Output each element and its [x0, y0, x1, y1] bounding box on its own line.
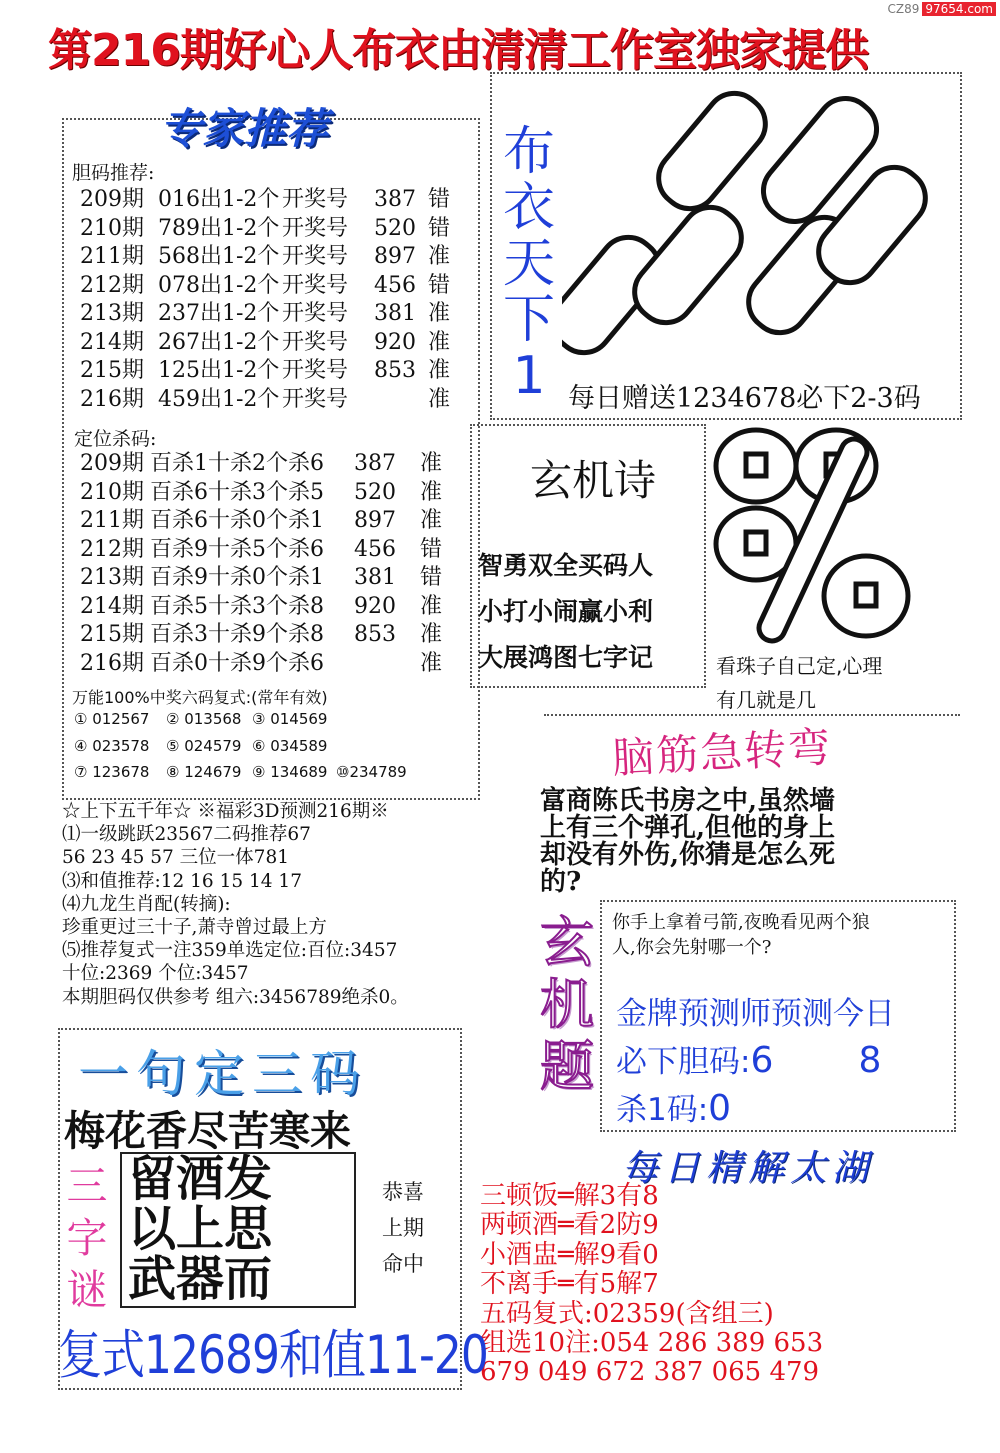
forecast-line: ☆上下五千年☆ ※福彩3D预测216期※: [62, 801, 389, 822]
riddle-row-3: 武器而: [128, 1251, 273, 1307]
dan-label: 开奖号: [282, 244, 349, 269]
gold-dan-1: 6: [750, 1040, 774, 1081]
forecast-line: ⑸推荐复式一注359单选定位:百位:3457: [62, 940, 398, 962]
poem-line-3: 大展鸿图七字记: [478, 643, 654, 672]
kill-number: 456: [354, 536, 396, 562]
taihu-line: 组选10注:054 286 389 653: [480, 1328, 824, 1359]
kill-number: 897: [354, 508, 396, 533]
dan-row: [80, 215, 470, 244]
kill-row: [80, 650, 470, 679]
gold-line-3: [616, 1084, 731, 1129]
kill-number: 853: [354, 622, 396, 647]
kill-label: 定位杀码:: [74, 428, 157, 450]
kill-pick: 百杀6十杀3个杀5: [150, 479, 324, 505]
szm-char: 三: [66, 1162, 108, 1210]
buyi-char: 1: [512, 346, 546, 406]
dan-issue: 209期: [80, 187, 144, 212]
bead-text-1: 看珠子自己定,心理: [716, 654, 883, 678]
kill-row: [80, 450, 470, 479]
poem-line-1: 智勇双全买码人: [478, 551, 654, 580]
combo-item: ① 012567: [74, 710, 150, 728]
yiju-phrase: 梅花香尽苦寒来: [64, 1107, 351, 1155]
taihu-lines: [480, 1182, 823, 1388]
dan-label: 开奖号: [282, 187, 349, 212]
forecast-line: 珍重更过三十子,萧寺曾过最上方: [62, 917, 327, 939]
kill-row: [80, 479, 470, 508]
kill-pick: 百杀5十杀3个杀8: [150, 593, 324, 619]
dan-row: [80, 386, 470, 415]
dan-pick: 237出1-2个: [158, 301, 280, 326]
taihu-line: 五码复式:02359(含组三): [480, 1298, 774, 1329]
xjt-char: 题: [540, 1035, 594, 1098]
dan-label: 开奖号: [282, 272, 349, 298]
riddle-line: 的?: [540, 867, 582, 897]
combo-item: ⑤ 024579: [166, 736, 242, 755]
bead-percent-text: %: [706, 426, 707, 427]
forecast-block: [62, 800, 482, 1009]
gift-line: 每日赠送1234678必下2-3码: [568, 383, 921, 414]
kill-row: [80, 536, 470, 565]
dan-result: 准: [428, 386, 451, 412]
taihu-line: 不离手═有5解7: [480, 1269, 659, 1300]
combo-item: ⑨ 134689: [252, 763, 328, 781]
taihu-line: 两顿酒═看2防9: [480, 1210, 659, 1241]
san-zi-mi-label: [62, 1160, 112, 1316]
taihu-line: 679 049 672 387 065 479: [480, 1357, 820, 1388]
bow-question-2: 人,你会先射哪一个?: [612, 937, 772, 958]
dan-result: 错: [428, 187, 451, 212]
kill-number: 381: [354, 565, 396, 590]
gold-kill-label: 杀1码:: [616, 1092, 709, 1128]
dan-number: 920: [374, 329, 416, 355]
kill-number: 387: [354, 451, 396, 476]
kill-result: 错: [420, 536, 443, 562]
kill-pick: 百杀9十杀5个杀6: [150, 536, 324, 562]
kill-number: 520: [354, 479, 396, 505]
dan-pick: 125出1-2个: [158, 358, 280, 383]
kill-result: 准: [420, 622, 443, 647]
dan-number: 897: [374, 244, 416, 269]
brain-title: 脑筋急转弯: [610, 722, 834, 783]
dan-label: 胆码推荐:: [72, 162, 155, 184]
kill-result: 准: [420, 508, 443, 533]
taihu-line: 小酒盅═解9看0: [480, 1239, 659, 1270]
dan-number: 853: [374, 358, 416, 383]
dan-label: 开奖号: [282, 386, 349, 412]
riddle-line: 却没有外伤,你猜是怎么死: [540, 840, 836, 870]
dan-number: 387: [374, 187, 416, 212]
big-36-graphic: [562, 80, 952, 370]
fushi-line: 复式12689和值11-20: [58, 1325, 488, 1387]
dan-result: 准: [428, 301, 451, 326]
forecast-line: ⑶和值推荐:12 16 15 14 17: [62, 870, 302, 892]
dan-pick: 078出1-2个: [158, 272, 280, 298]
kill-issue: 215期: [80, 622, 144, 647]
gold-dan-label: 必下胆码:: [616, 1044, 751, 1080]
dan-issue: 210期: [80, 215, 144, 241]
congrats-block: [382, 1174, 424, 1282]
kill-result: 错: [420, 565, 443, 590]
dan-label: 开奖号: [282, 329, 349, 355]
dan-number: 456: [374, 272, 416, 298]
kill-issue: 214期: [80, 593, 144, 619]
kill-row: [80, 564, 470, 593]
dan-number: 381: [374, 301, 416, 326]
dan-row: [80, 186, 470, 215]
bow-question-1: 你手上拿着弓箭,夜晚看见两个狼: [612, 912, 870, 933]
kill-issue: 212期: [80, 536, 144, 562]
xjt-char: 玄: [540, 911, 594, 974]
dan-row: [80, 272, 470, 301]
combo-item: ⑥ 034589: [252, 736, 328, 755]
kill-row: [80, 621, 470, 650]
gold-kill-value: 0: [708, 1088, 732, 1129]
dan-issue: 214期: [80, 329, 144, 355]
congrats-line: 恭喜: [382, 1180, 424, 1204]
combo-list: [74, 710, 474, 790]
kill-issue: 210期: [80, 479, 144, 505]
buyi-char: 布: [502, 122, 555, 182]
kill-number: 920: [354, 593, 396, 619]
congrats-line: 命中: [382, 1252, 424, 1276]
dan-label: 开奖号: [282, 301, 349, 326]
forecast-line: 十位:2369 个位:3457: [62, 963, 249, 985]
brain-box: [544, 714, 960, 716]
dan-row: [80, 243, 470, 272]
dan-result: 错: [428, 215, 451, 241]
dan-table: [80, 186, 470, 414]
congrats-line: 上期: [382, 1216, 424, 1240]
buyi-char: 下: [502, 290, 555, 350]
dan-pick: 459出1-2个: [158, 386, 280, 412]
riddle-row-2: 以上思: [128, 1201, 273, 1257]
dan-pick: 016出1-2个: [158, 187, 280, 212]
forecast-line: 本期胆码仅供参考 组六:3456789绝杀0。: [62, 986, 409, 1008]
kill-result: 准: [420, 451, 443, 476]
kill-pick: 百杀6十杀0个杀1: [150, 508, 324, 533]
dan-result: 准: [428, 329, 451, 355]
szm-char: 字: [66, 1214, 108, 1262]
bead-text-2: 有几就是几: [716, 688, 816, 712]
combo-item: ② 013568: [166, 710, 242, 728]
xuanji-ti-vertical: [532, 912, 602, 1098]
kill-table: [80, 450, 470, 678]
dan-issue: 213期: [80, 301, 144, 326]
gold-line-1: 金牌预测师预测今日: [616, 996, 895, 1032]
kill-pick: 百杀3十杀9个杀8: [150, 622, 324, 647]
combo-item: ⑩234789: [336, 763, 407, 781]
dan-result: 错: [428, 272, 451, 298]
combo-row: [74, 737, 474, 764]
kill-result: 准: [420, 479, 443, 505]
dan-label: 开奖号: [282, 215, 349, 241]
yiju-title: 一句定三码: [78, 1045, 368, 1103]
dan-issue: 216期: [80, 386, 144, 412]
kill-result: 准: [420, 593, 443, 619]
dan-issue: 215期: [80, 358, 144, 383]
dan-issue: 211期: [80, 244, 144, 269]
dan-pick: 568出1-2个: [158, 244, 280, 269]
dan-row: [80, 300, 470, 329]
expert-heading: 专家推荐: [160, 104, 329, 153]
forecast-line: 56 23 45 57 三位一体781: [62, 847, 289, 869]
kill-issue: 213期: [80, 565, 144, 590]
kill-issue: 209期: [80, 451, 144, 476]
combo-item: ④ 023578: [74, 736, 150, 755]
dan-row: [80, 329, 470, 358]
dan-pick: 267出1-2个: [158, 329, 280, 355]
riddle-line: 富商陈氏书房之中,虽然墙: [540, 786, 836, 816]
forecast-line: ⑴一级跳跃23567二码推荐67: [62, 824, 311, 846]
dan-number: 520: [374, 215, 416, 241]
gold-dan-2: 8: [858, 1040, 882, 1081]
san-zi-mi-box: [120, 1152, 356, 1308]
combo-row: [74, 710, 474, 737]
kill-result: 准: [420, 650, 443, 676]
combo-item: ③ 014569: [252, 710, 328, 728]
combo-item: ⑧ 124679: [166, 763, 242, 781]
kill-pick: 百杀1十杀2个杀6: [150, 451, 324, 476]
gold-line-2: [616, 1036, 881, 1081]
kill-row: [80, 593, 470, 622]
dan-pick: 789出1-2个: [158, 215, 280, 241]
kill-issue: 211期: [80, 508, 144, 533]
bead-percent-graphic: [706, 426, 946, 648]
dan-label: 开奖号: [282, 358, 349, 383]
szm-char: 谜: [66, 1266, 108, 1314]
page-title: 第216期好心人布衣由清清工作室独家提供: [48, 25, 868, 76]
kill-pick: 百杀9十杀0个杀1: [150, 565, 324, 590]
dan-result: 准: [428, 244, 451, 269]
poem-title: 玄机诗: [530, 456, 657, 505]
dan-issue: 212期: [80, 272, 144, 298]
big-36-text: 36: [562, 80, 564, 81]
forecast-line: ⑷九龙生肖配(转摘):: [62, 893, 231, 915]
watermark-site: 97654.com: [922, 2, 996, 16]
buyi-char: 天: [502, 234, 555, 294]
buyi-vertical-title: [500, 124, 558, 404]
taihu-title: 每日精解太湖: [622, 1148, 875, 1189]
watermark-code: CZ89: [887, 2, 920, 16]
riddle-row-1: 留酒发: [128, 1151, 273, 1207]
combo-item: ⑦ 123678: [74, 763, 150, 781]
kill-row: [80, 507, 470, 536]
riddle-line: 上有三个弹孔,但他的身上: [540, 813, 836, 843]
taihu-line: 三顿饭═解3有8: [480, 1181, 659, 1211]
xjt-char: 机: [540, 973, 594, 1036]
combo-row: [74, 763, 474, 790]
brain-riddle: [540, 788, 940, 896]
buyi-char: 衣: [502, 178, 555, 238]
dan-result: 准: [428, 358, 451, 383]
poem-line-2: 小打小闹赢小利: [478, 597, 654, 626]
kill-pick: 百杀0十杀9个杀6: [150, 650, 324, 676]
kill-issue: 216期: [80, 650, 144, 676]
combo-title: 万能100%中奖六码复式:(常年有效): [72, 688, 328, 707]
dan-row: [80, 357, 470, 386]
